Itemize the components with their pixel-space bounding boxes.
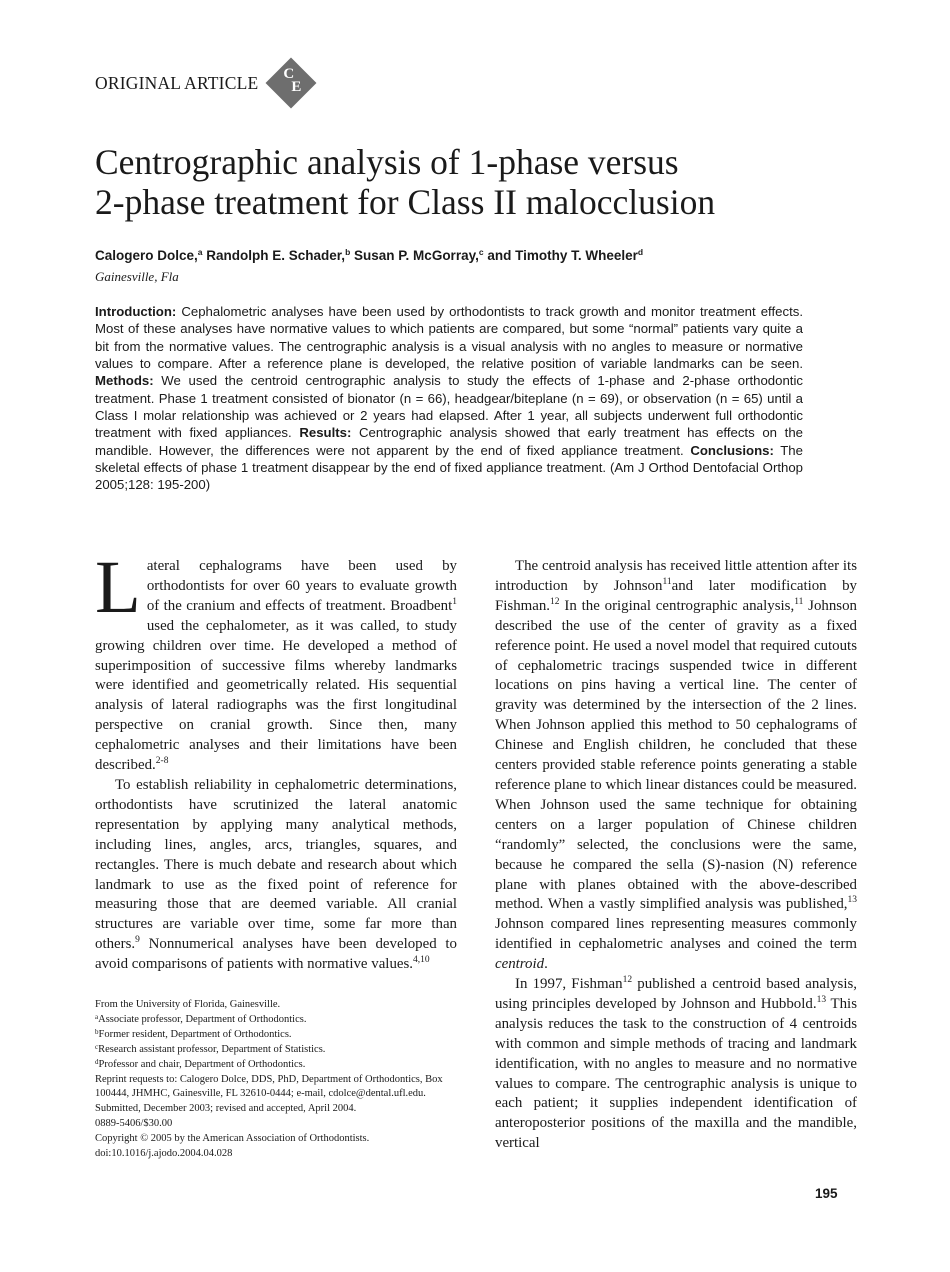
reference-mark: 1 [452,596,457,607]
footnote-mark: c [95,1042,99,1051]
footnote-mark: d [95,1057,99,1066]
reference-mark: 11 [662,576,672,587]
author-affiliation-mark: a [197,247,203,257]
footnote-line [95,1028,457,1043]
footnote-line [95,1043,457,1058]
title-line-2: 2-phase treatment for Class II malocclusion [95,182,716,222]
reference-mark: 4,10 [413,955,430,966]
paragraph-text: used the cephalometer, as it was called, to study growing children over time. He developed a method of superimposition of successive films whereby landmarks were identified and geometrically related. His sequential analysis of lateral radiographs was the first longitudinal perspective on cranial growth. Since then, many cephalometric analyses and their limitations have been described. [95,617,457,774]
ce-logo-letter-e: E [291,79,302,95]
drop-cap: L [95,546,141,629]
reference-mark: 13 [816,994,827,1005]
reference-mark: 12 [550,596,560,607]
paragraph-text: In the original centrographic analysis, [559,597,795,614]
section-label: ORIGINAL ARTICLE [95,72,259,93]
abstract-methods-label: Methods: [95,373,154,389]
italic-term: centroid [495,956,545,973]
footnotes [95,998,457,1162]
footnote-text: Professor and chair, Department of Orthodontics. [98,1058,306,1070]
reference-mark: 9 [135,935,140,946]
author-location: Gainesville, Fla [95,269,179,284]
footnote-line [95,1058,457,1073]
author-name: Calogero Dolce, [95,248,198,263]
abstract-conclusions-text: The skeletal effects of phase 1 treatment disappear by the end of fixed appliance treatment. (Am J Orthod Dentofacial Orthop 2005;128: 195-200) [95,442,803,493]
title-line-1: Centrographic analysis of 1-phase versus [95,142,679,182]
paragraph-text: . [544,956,548,973]
footnote-mark: a [95,1012,99,1021]
author-list [95,248,643,263]
author-affiliation-mark: c [478,247,484,257]
paragraph-text: To establish reliability in cephalometric determinations, orthodontists have scrutinized the lateral anatomic representation by applying many analytical methods, including lines, angles, arcs, triangles, squares, and rectangles. There is much debate and research about which landmark to use as the fixed point of reference for measuring those that are deemed variable. All cranial structures are variable over time, some far more than others. [95,776,457,953]
footnote-issn: 0889-5406/$30.00 [95,1118,173,1130]
footnote-mark: b [95,1027,99,1036]
footnote-reprint: Reprint requests to: Calogero Dolce, DDS, PhD, Department of Orthodontics, Box 100444, JHMHC, Gainesville, FL 32610-0444; e-mail, cdolce@dental.ufl.edu. [95,1073,443,1100]
page-header [95,58,318,108]
author-name: Susan P. McGorray, [354,248,479,263]
author-affiliation-mark: b [345,247,351,257]
abstract-conclusions-label: Conclusions: [690,442,774,458]
abstract-intro-text: Cephalometric analyses have been used by orthodontists to track growth and monitor treatment effects. Most of these analyses have normative values to which patients are compared, but some “normal” patients vary quite a bit from the normative values. The centrographic analysis is a visual analysis with no angles to measure or normative values to compare. After a reference plane is developed, the relative position of variable landmarks can be seen. [95,304,803,372]
reference-mark: 12 [622,975,633,986]
paragraph-text: In 1997, Fishman [515,976,623,993]
author-name: and Timothy T. Wheeler [487,248,638,263]
paragraph-text: Johnson described the use of the center of gravity as a fixed reference point. He used a novel model that required cutouts of cephalometric tracings suspended twice in different locations on pins having a vertical line. The center of gravity was determined by the intersection of the 2 lines. When Johnson applied this method to 50 cephalograms of Chinese and English children, he concluded that these centers provided stable reference points generating a stable reference plane to which linear distances could be measured. When Johnson used the same technique for obtaining centers on a larger population of Chinese children “randomly” selected, the conclusions were the same, because he compared the sella (S)-nasion (N) reference plane with planes obtained with the above-described method. When a vastly simplified analysis was published, [495,597,857,913]
reference-mark: 13 [847,895,857,906]
abstract-methods-text: We used the centroid centrographic analysis to study the effects of 1-phase and 2-phase orthodontic treatment. Phase 1 treatment consisted of bionator (n = 66), headgear/biteplane (n = 69), or observation (n = 65) until a Class I molar relationship was achieved or 2 years had elapsed. After 1 year, all subjects underwent full orthodontic treatment with fixed appliances. [95,373,803,441]
footnote-text: Former resident, Department of Orthodontics. [98,1028,292,1040]
paragraph-text: The centroid analysis has received little attention after its introduction by Johnson [495,558,857,594]
ce-logo-letter-c: C [283,66,295,82]
author-affiliation-mark: d [637,247,644,257]
paragraph-text: Johnson compared lines representing measures commonly identified in cephalometric analyses and coined the term [495,916,857,953]
paragraph-text: published a centroid based analysis, using principles developed by Johnson and Hubbold. [495,976,858,1012]
page-number: 195 [815,1186,838,1201]
footnote-text: Associate professor, Department of Orthodontics. [98,1013,307,1025]
paragraph-text: and later modification by Fishman. [495,577,857,614]
paragraph-text: Nonnumerical analyses have been developed to avoid comparisons of patients with normative values. [95,936,457,973]
abstract-results-text: Centrographic analysis showed that early treatment has effects on the mandible. However, the differences were not apparent by the end of fixed appliance treatment. [95,425,803,458]
body-column-left [95,546,457,975]
body-paragraph [495,975,857,1154]
ce-logo-icon [264,56,318,110]
footnote-doi: doi:10.1016/j.ajodo.2004.04.028 [95,1148,233,1160]
footnote-line [95,1013,457,1028]
body-paragraph [495,557,857,975]
body-column-right [495,557,857,1154]
reference-mark: 2-8 [155,756,169,767]
footnote-line: From the University of Florida, Gainesville. [95,999,281,1010]
footnote-submitted: Submitted, December 2003; revised and accepted, April 2004. [95,1103,357,1115]
paragraph-text: ateral cephalograms have been used by orthodontists for over 60 years to evaluate growth of the cranium and effects of treatment. Broadbent [146,558,457,614]
abstract-intro-label: Introduction: [95,304,177,319]
body-paragraph [95,776,457,975]
body-paragraph [95,546,457,776]
abstract [95,303,803,494]
paragraph-text: This analysis reduces the task to the construction of 4 centroids with common and simple methods of tracing and landmark identification, with no angles to measure and no normative values to compare. The centrographic analysis is unique to each patient; it supplies independent identification of anteroposterior positions of the maxilla and the mandible, vertical [495,995,857,1152]
abstract-results-label: Results: [299,425,352,441]
reference-mark: 11 [794,596,804,607]
author-name: Randolph E. Schader, [206,248,346,263]
footnote-text: Research assistant professor, Department of Statistics. [98,1043,326,1055]
article-title [95,142,855,222]
footnote-copyright: Copyright © 2005 by the American Association of Orthodontists. [95,1133,370,1145]
